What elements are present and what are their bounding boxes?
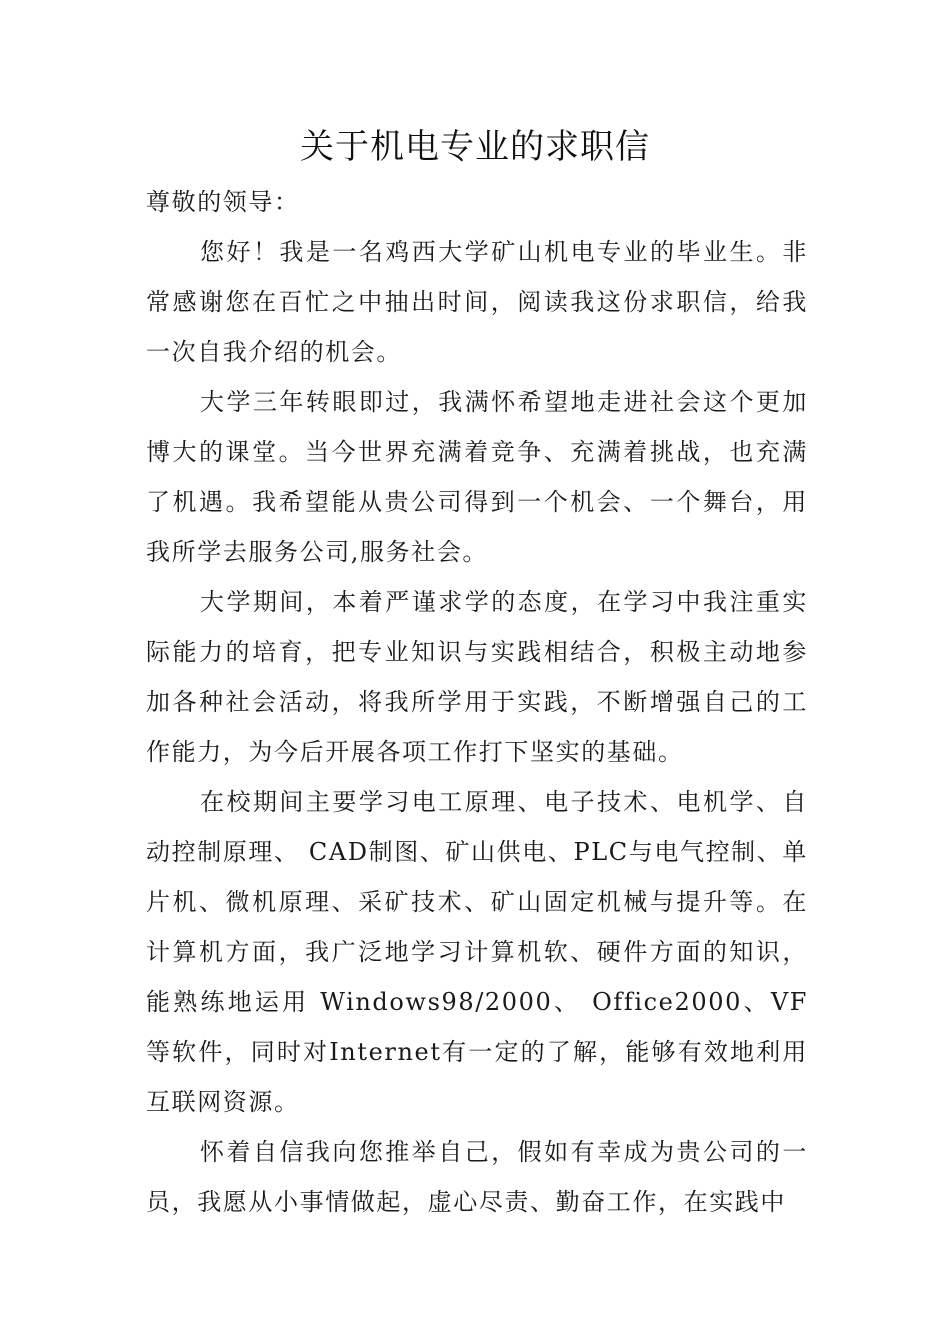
paragraph-greeting: 您好！我是一名鸡西大学矿山机电专业的毕业生。非常感谢您在百忙之中抽出时间，阅读我这份求职信，给我一次自我介绍的机会。 <box>146 238 808 366</box>
page-title: 关于机电专业的求职信 <box>300 127 650 167</box>
paragraph-courses: 在校期间主要学习电工原理、电子技术、电机学、自动控制原理、 CAD制图、矿山供电、PLC与电气控制、单片机、微机原理、采矿技术、矿山固定机械与提升等。在计算机方面，我广泛地学习计算机软、硬件方面的知识，能熟练地运用 Windows98/2000、 Office2000、VF等软件，同时对Internet有一定的了解，能够有效地利用互联网资源。 <box>146 788 808 1116</box>
paragraph-closing: 怀着自信我向您推举自己，假如有幸成为贵公司的一员，我愿从小事情做起，虚心尽责、勤奋工作，在实践中 <box>146 1138 808 1216</box>
letter-body <box>146 177 808 1227</box>
paragraph-university: 大学期间，本着严谨求学的态度，在学习中我注重实际能力的培育，把专业知识与实践相结合，积极主动地参加各种社会活动，将我所学用于实践，不断增强自己的工作能力，为今后开展各项工作打下坚实的基础。 <box>146 588 808 766</box>
paragraph-aspiration: 大学三年转眼即过，我满怀希望地走进社会这个更加博大的课堂。当今世界充满着竞争、充满着挑战，也充满了机遇。我希望能从贵公司得到一个机会、一个舞台，用我所学去服务公司,服务社会。 <box>146 388 808 566</box>
salutation: 尊敬的领导： <box>146 188 300 216</box>
